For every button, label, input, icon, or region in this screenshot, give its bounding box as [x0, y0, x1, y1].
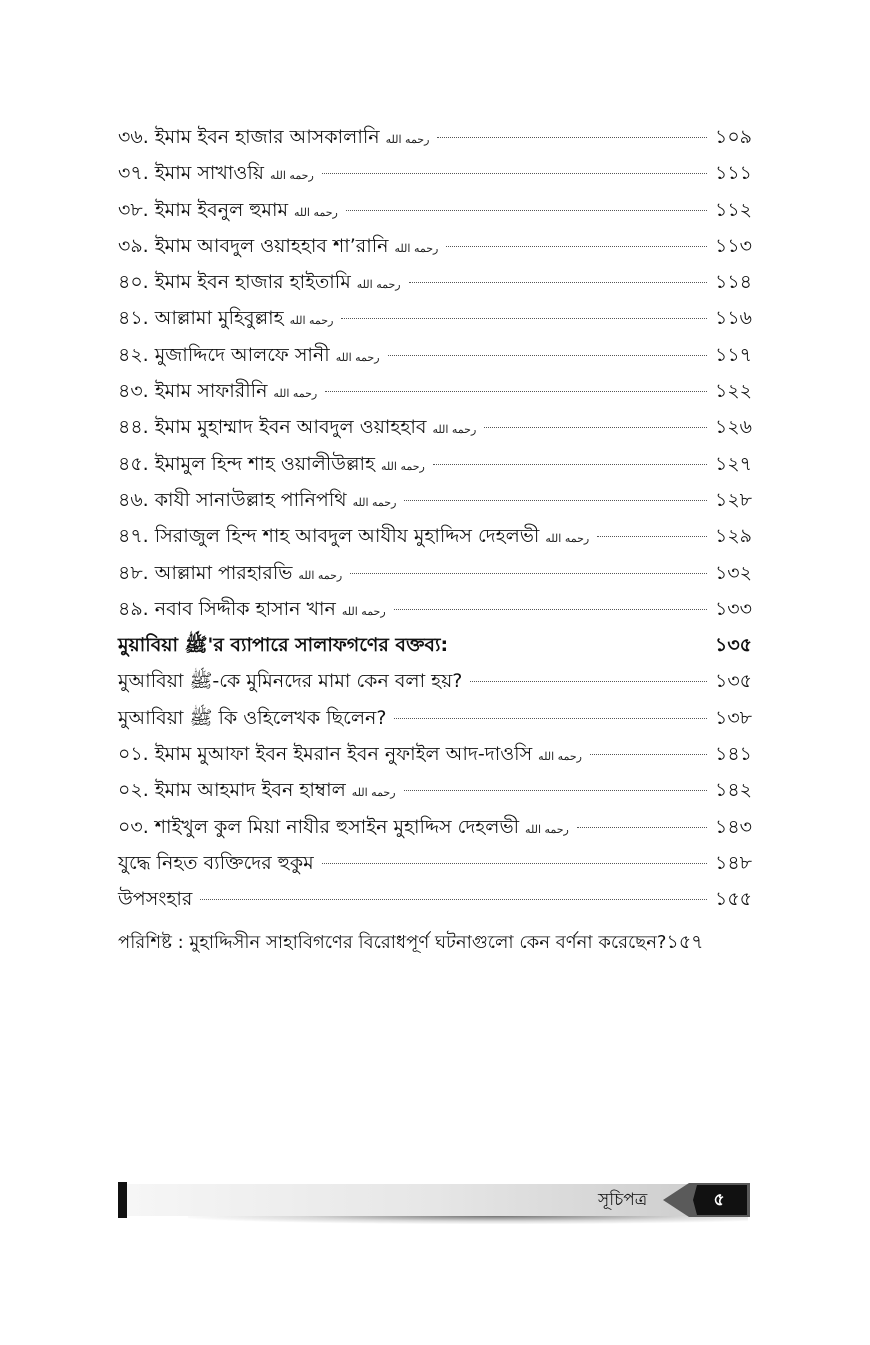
toc-entry-title: ৩৬. ইমাম ইবন হাজার আসকালানি	[118, 126, 380, 148]
toc-entry-title: ৪৮. আল্লামা পারহারভি	[118, 561, 293, 584]
honorific-glyph: رحمه الله	[335, 350, 380, 364]
toc-entry	[118, 446, 752, 482]
honorific-glyph: رحمه الله	[432, 423, 477, 437]
honorific-glyph: رحمه الله	[273, 387, 318, 401]
honorific-glyph: رحمه الله	[341, 604, 386, 618]
toc-entry	[118, 627, 752, 663]
toc-entry-page: ১২৮	[714, 488, 752, 511]
dot-leader	[346, 210, 707, 211]
toc-entry-page: ১১৪	[715, 271, 752, 294]
toc-entry	[118, 518, 752, 554]
toc-entry	[118, 373, 752, 409]
toc-entry-page: ১৩৮	[714, 706, 752, 729]
toc-entry-page: ১১৬	[714, 307, 752, 330]
dot-leader	[341, 318, 707, 319]
honorific-glyph: رحمه الله	[356, 278, 401, 292]
dot-leader	[322, 863, 707, 864]
toc-entry-title: ০৩. শাইখুল কুল মিয়া নাযীর হুসাইন মুহাদ্দিস দেহলভী	[118, 815, 520, 838]
toc-entry-title: ৪৭. সিরাজুল হিন্দ শাহ আবদুল আযীয মুহাদ্দিস দেহলভী	[118, 525, 540, 548]
toc-entry	[118, 591, 752, 627]
toc-entry-title: ০২. ইমাম আহমাদ ইবন হাম্বাল	[118, 779, 346, 802]
page-footer	[118, 1182, 750, 1218]
honorific-glyph: رحمه الله	[385, 133, 430, 146]
dot-leader	[597, 536, 707, 537]
toc-entry	[118, 881, 752, 917]
toc-entry	[118, 555, 752, 591]
honorific-glyph: رحمه الله	[269, 169, 314, 183]
toc-entry-page: ১৩৫	[714, 634, 752, 657]
toc-entry-title: ৪১. আল্লামা মুহিবুল্লাহ	[118, 307, 284, 330]
toc-entry	[118, 300, 752, 336]
toc-entry-page: ১১৭	[714, 343, 752, 366]
toc-entry	[118, 772, 752, 808]
honorific-glyph: رحمه الله	[351, 786, 396, 800]
toc-entry-title: মুআবিয়া ﷺ কি ওহিলেখক ছিলেন?	[118, 706, 387, 729]
toc-entry-title: ০১. ইমাম মুআফা ইবন ইমরান ইবন নুফাইল আদ-দাওসি	[118, 743, 533, 766]
toc-entry	[118, 409, 752, 445]
dot-leader	[350, 573, 707, 574]
footer-section-label: সূচিপত্র	[598, 1190, 648, 1210]
page-number: ৫	[713, 1190, 725, 1210]
toc-entry	[118, 845, 752, 881]
toc-entry-page: ১৩২	[714, 561, 752, 584]
dot-leader	[446, 246, 707, 247]
dot-leader	[404, 790, 707, 791]
toc-entry-page: ১৩৫	[714, 670, 752, 693]
toc-entry-page: ১২৭	[714, 452, 752, 475]
toc-entry-title: মুআবিয়া ﷺ-কে মুমিনদের মামা কেন বলা হয়?	[118, 670, 463, 693]
toc-entry	[118, 482, 752, 518]
toc-entry-page: ১১১	[715, 162, 752, 185]
honorific-glyph: رحمه الله	[352, 495, 397, 509]
toc-entry-title: ৪৩. ইমাম সাফারীনি	[118, 380, 268, 403]
toc-entry-title: ৩৭. ইমাম সাখাওয়ি	[118, 162, 264, 185]
dot-leader	[322, 173, 707, 174]
toc-entry	[118, 228, 752, 264]
toc-entry	[118, 119, 752, 155]
honorific-glyph: رحمه الله	[294, 205, 338, 219]
toc-entry	[118, 264, 752, 300]
toc-entry-page: ১১৩	[714, 234, 752, 257]
toc-entry-page: ১২৯	[714, 525, 752, 548]
honorific-glyph: رحمه الله	[394, 241, 439, 255]
dot-leader	[325, 391, 707, 392]
dot-leader	[484, 427, 707, 428]
dot-leader	[590, 754, 707, 755]
dot-leader	[470, 681, 707, 682]
toc-entry-title: ৪২. মুজাদ্দিদে আলফে সানী	[118, 343, 330, 366]
toc-entry-page: ১৪৮	[715, 851, 752, 874]
toc-entry	[118, 809, 752, 845]
toc-entry-page: ১২২	[714, 380, 752, 403]
dot-leader	[388, 355, 707, 356]
toc-entry-page: ১২৬	[714, 416, 752, 439]
footer-left-bar	[118, 1182, 127, 1218]
toc-entry-page: ১১২	[714, 198, 752, 221]
toc-entry-page: ১৫৫	[715, 888, 752, 911]
honorific-glyph: رحمه الله	[381, 459, 425, 473]
honorific-glyph: رحمه الله	[525, 822, 569, 836]
dot-leader	[200, 899, 707, 900]
toc-entry	[118, 736, 752, 772]
dot-leader	[409, 282, 707, 283]
honorific-glyph: رحمه الله	[545, 532, 590, 546]
toc-entry-title: ৪৫. ইমামুল হিন্দ শাহ ওয়ালীউল্লাহ	[118, 452, 375, 475]
toc-entry	[118, 155, 752, 191]
toc-entry-title: যুদ্ধে নিহত ব্যক্তিদের হুকুম	[118, 851, 314, 874]
toc-entry	[118, 192, 752, 228]
toc-entry	[118, 700, 752, 736]
toc-entry-page: ১৪২	[714, 779, 752, 802]
toc-entry	[118, 337, 752, 373]
table-of-contents	[118, 119, 752, 960]
dot-leader	[433, 464, 707, 465]
toc-entry-page: ১০৯	[714, 126, 752, 148]
dot-leader	[394, 609, 707, 610]
dot-leader	[437, 137, 707, 138]
toc-entry-title: ৪৯. নবাব সিদ্দীক হাসান খান	[118, 597, 336, 620]
toc-entry	[118, 663, 752, 699]
toc-entry-title: ৪০. ইমাম ইবন হাজার হাইতামি	[118, 271, 351, 294]
toc-entry-title: ৪৪. ইমাম মুহাম্মাদ ইবন আবদুল ওয়াহহাব	[118, 416, 427, 439]
toc-entry-page: ১৩৩	[714, 597, 752, 620]
toc-entry-title: ৩৮. ইমাম ইবনুল হুমাম	[118, 198, 289, 221]
dot-leader	[404, 500, 707, 501]
honorific-glyph: رحمه الله	[298, 568, 343, 582]
honorific-glyph: رحمه الله	[538, 750, 582, 764]
toc-entry-title: ৪৬. কাযী সানাউল্লাহ পানিপথি	[118, 488, 347, 511]
toc-entry-page: ১৪৩	[714, 815, 752, 838]
toc-entry-title: মুয়াবিয়া ﷺ'র ব্যাপারে সালাফগণের বক্তব্য:	[118, 634, 449, 657]
toc-entry-title: পরিশিষ্ট : মুহাদ্দিসীন সাহাবিগণের বিরোধপূর্ণ ঘটনাগুলো কেন বর্ণনা করেছেন?	[118, 931, 667, 953]
toc-entry	[118, 924, 752, 960]
dot-leader	[394, 718, 707, 719]
toc-entry-title: উপসংহার	[118, 888, 193, 911]
toc-entry-page: ১৫৭	[666, 930, 704, 953]
honorific-glyph: رحمه الله	[289, 314, 334, 328]
toc-entry-page: ১৪১	[715, 743, 752, 766]
toc-entry-title: ৩৯. ইমাম আবদুল ওয়াহহাব শা’রানি	[118, 234, 389, 257]
dot-leader	[577, 827, 707, 828]
